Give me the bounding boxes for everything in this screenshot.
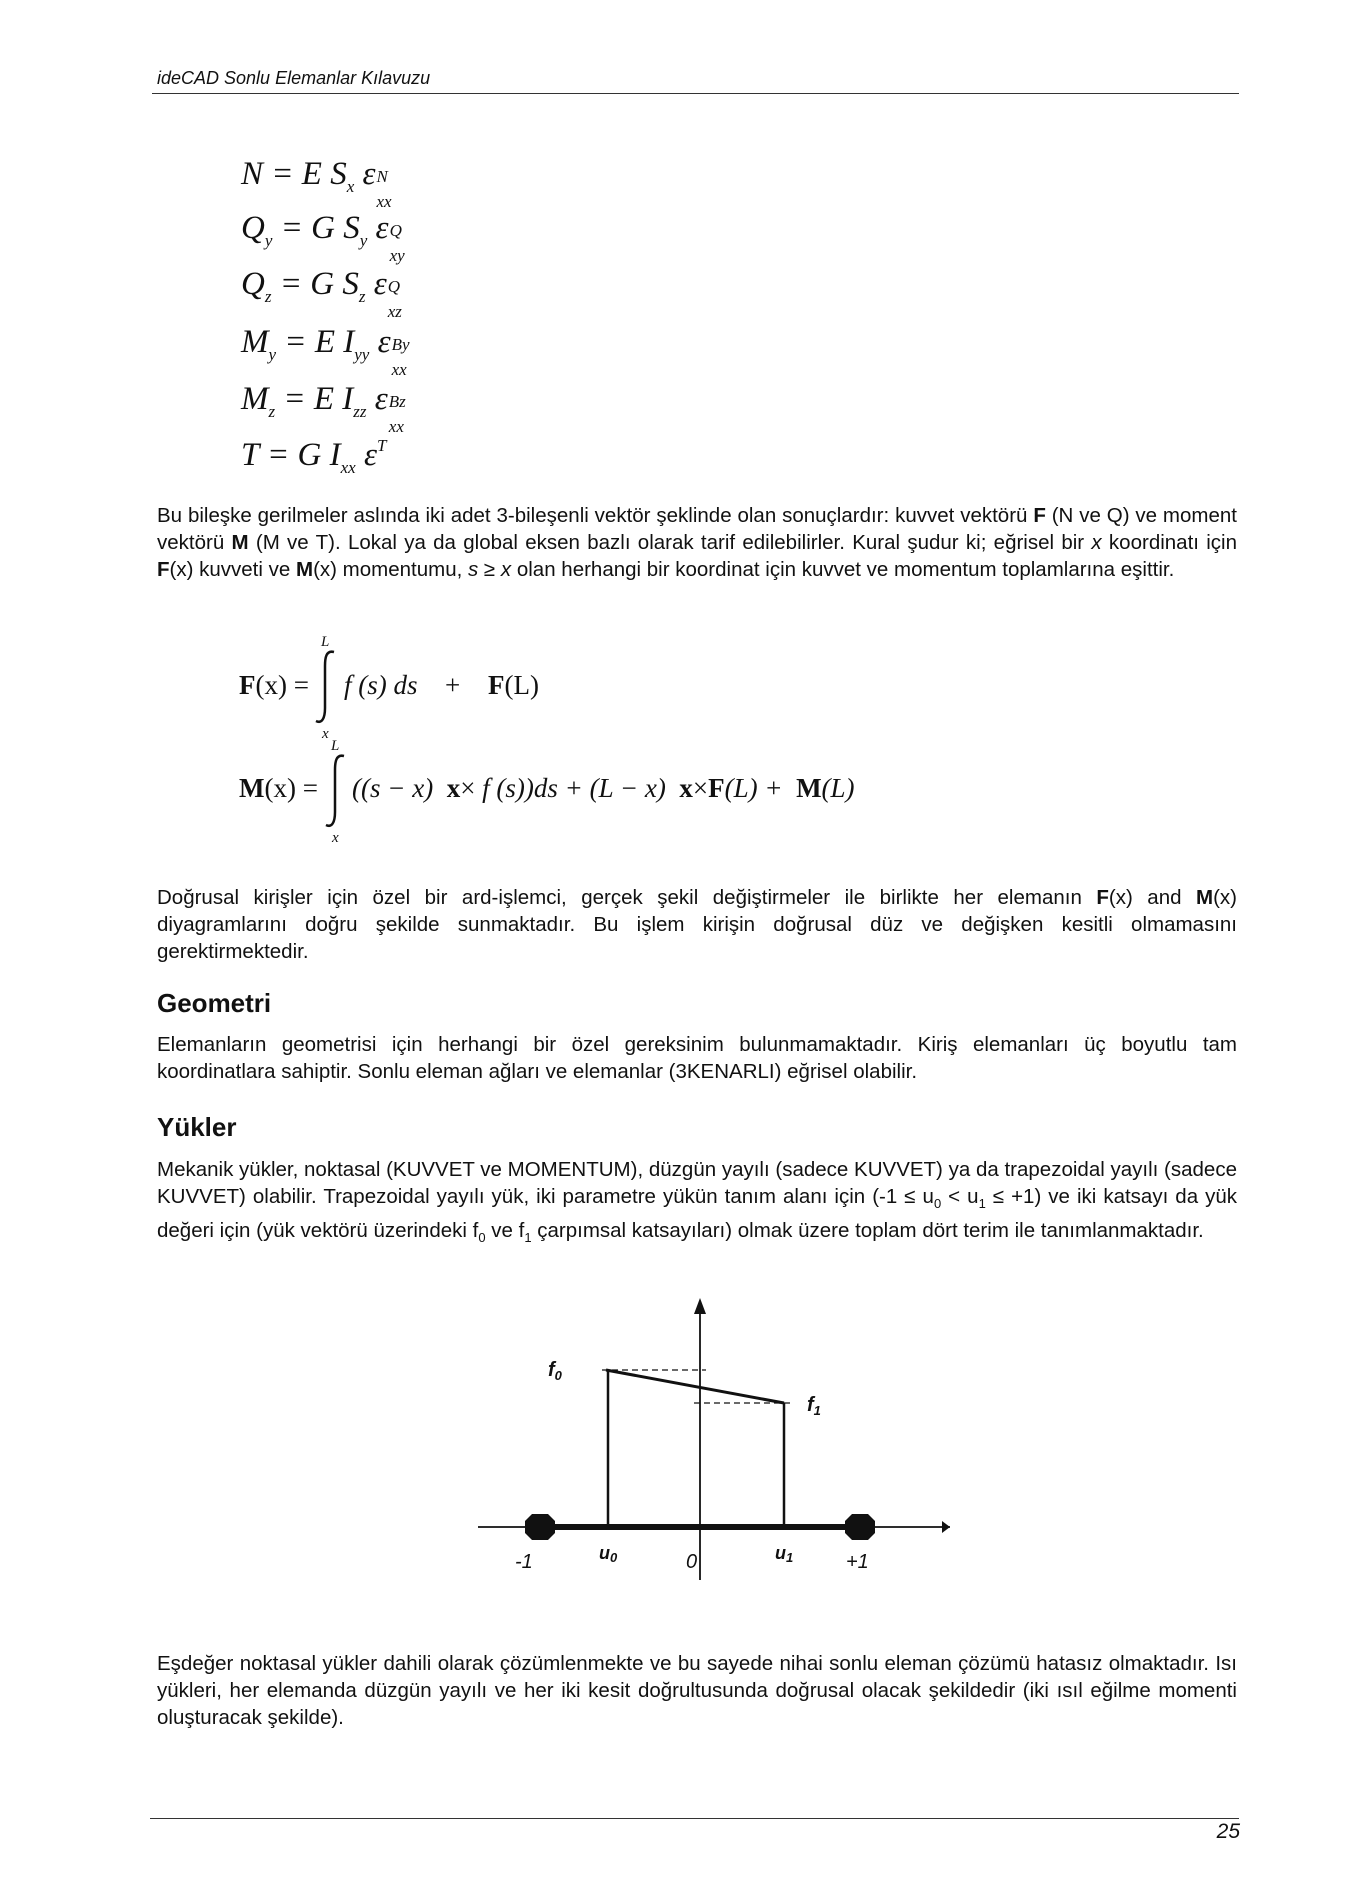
eq-rhs: = E S (271, 156, 347, 192)
integral-sign-icon (322, 752, 352, 830)
eq-rhs: = G S (280, 210, 360, 246)
load-top-line (606, 1370, 784, 1403)
paragraph-postprocessor: Doğrusal kirişler için özel bir ard-işlemci, gerçek şekil değiştirmeler ile birlikte her elemanın F(x) and M(x) diyagramlarını doğru şekilde sunmaktadır. Bu işlem kirişin doğrusal düz ve değişken kesitli olmamasını gerektirmektedir. (157, 886, 1237, 963)
equation-t: T = G $I_{xx}$ $\varepsilon^T$ (241, 436, 387, 477)
eq-rhs: = E I (283, 381, 354, 417)
eq-rhs: = G I (267, 437, 341, 473)
heading-geometri: Geometri (157, 988, 272, 1018)
integral-lower-limit: x (332, 830, 339, 846)
label-zero: 0 (686, 1551, 698, 1573)
heading-yukler: Yükler (157, 1112, 237, 1142)
paragraph-yukler: Mekanik yükler, noktasal (KUVVET ve MOMENTUM), düzgün yayılı (sadece KUVVET) ya da trapezoidal yayılı (sadece KUVVET) olabilir. Trapezoidal yayılı yük, iki parametre yükün tanım alanı için $(-1 \le u_0 < u_1 \le +1)$ ve iki katsayı da yük değeri için (yük vektörü üzerindeki $f_0$ ve $f_1$ çarpımsal katsayıları) olmak üzere toplam dört terim ile tanımlanmaktadır. (157, 1158, 1238, 1246)
label-f0: $f_0$ (548, 1359, 562, 1383)
eq-epsilon: ε (363, 437, 377, 473)
eq-rhs: = E I (284, 324, 355, 360)
label-plus-one: +1 (846, 1551, 869, 1573)
vertical-axis-arrow-icon (694, 1298, 706, 1314)
eq-epsilon: ε (362, 156, 376, 192)
eq-supsub: Q xy (389, 221, 405, 265)
equation-mz: $M_z = E$ $I_{zz}$ ε Bz xx (241, 381, 406, 436)
equation-n (241, 156, 392, 211)
equation-my: $M_y = E$ $I_{yy}$ ε By xx (241, 324, 410, 379)
horizontal-axis-arrow-icon (942, 1521, 950, 1533)
eq-lhs: N (241, 156, 264, 192)
eq-lhs: M (241, 324, 269, 360)
equation-qz: $Q_z = G$ $S_z$ ε Q xz (241, 266, 402, 321)
integral-upper-limit: L (331, 738, 340, 754)
eq-subscript: x (346, 177, 355, 196)
eq-supsub: By xx (391, 335, 410, 379)
document-header-title: ideCAD Sonlu Elemanlar Kılavuzu (157, 68, 431, 88)
footer-rule (150, 1818, 1239, 1819)
force-integral: F(x) = (239, 670, 309, 700)
label-minus-one: -1 (515, 1551, 533, 1573)
equation-qy: $Q_y = G$ $S_y$ ε Q xy (241, 210, 405, 265)
paragraph-equivalent-loads: Eşdeğer noktasal yükler dahili olarak çözümlenmekte ve bu sayede nihai sonlu eleman çözümü hatasız olmaktadır. Isı yükleri, her elemanda düzgün yayılı ve her iki kesit doğrultusunda doğrusal olacak şekildedir (iki ısıl eğilme momenti oluşturacak şekilde). (157, 1652, 1237, 1729)
eq-lhs: T (241, 437, 259, 473)
integral-lower-limit: x (322, 726, 329, 742)
header-rule (152, 93, 1239, 94)
eq-epsilon: ε (373, 266, 387, 302)
eq-supsub: N xx (376, 167, 392, 211)
trapezoidal-load-diagram (470, 1290, 950, 1580)
eq-epsilon: ε (375, 210, 389, 246)
eq-lhs: Q (241, 266, 265, 302)
eq-lhs: M (241, 381, 269, 417)
force-integrand: f (s) ds (344, 670, 418, 700)
label-u1: u1 (775, 1543, 794, 1565)
label-u0: u0 (599, 1543, 618, 1565)
force-end-term: F(L) (488, 670, 539, 700)
eq-epsilon: ε (377, 324, 391, 360)
paragraph-resultants: Bu bileşke gerilmeler aslında iki adet 3-bileşenli vektör şeklinde olan sonuçlardır: kuvvet vektörü F (N ve Q) ve moment vektörü M (M ve T). Lokal ya da global eksen bazlı olarak tarif edilebilirler. Kural şudur ki; eğrisel bir x koordinatı için F(x) kuvveti ve M(x) momentumu, s ≥ x olan herhangi bir koordinat için kuvvet ve momentum toplamlarına eşittir. (157, 504, 1238, 581)
integral-sign-icon (312, 648, 342, 726)
eq-supsub: Q xz (387, 277, 402, 321)
eq-epsilon: ε (374, 381, 388, 417)
node-left-icon (525, 1514, 555, 1540)
paragraph-geometri: Elemanların geometrisi için herhangi bir özel gereksinim bulunmamaktadır. Kiriş elemanları üç boyutlu tam koordinatlara sahiptir. Sonlu eleman ağları ve elemanlar (3KENARLI) eğrisel olabilir. (157, 1033, 1237, 1083)
eq-supsub: Bz xx (388, 392, 406, 436)
integral-upper-limit: L (321, 634, 330, 650)
page-number: 25 (1216, 1820, 1240, 1843)
eq-lhs: Q (241, 210, 265, 246)
moment-integrand: ((s − x) x× f (s))ds + (L − x) x×F(L) + M(L) (352, 773, 855, 803)
label-f1: $f_1$ (807, 1394, 821, 1418)
moment-integral-lhs: M(x) = (239, 773, 318, 803)
node-right-icon (845, 1514, 875, 1540)
force-plus: + (445, 670, 461, 700)
eq-rhs: = G S (279, 266, 359, 302)
